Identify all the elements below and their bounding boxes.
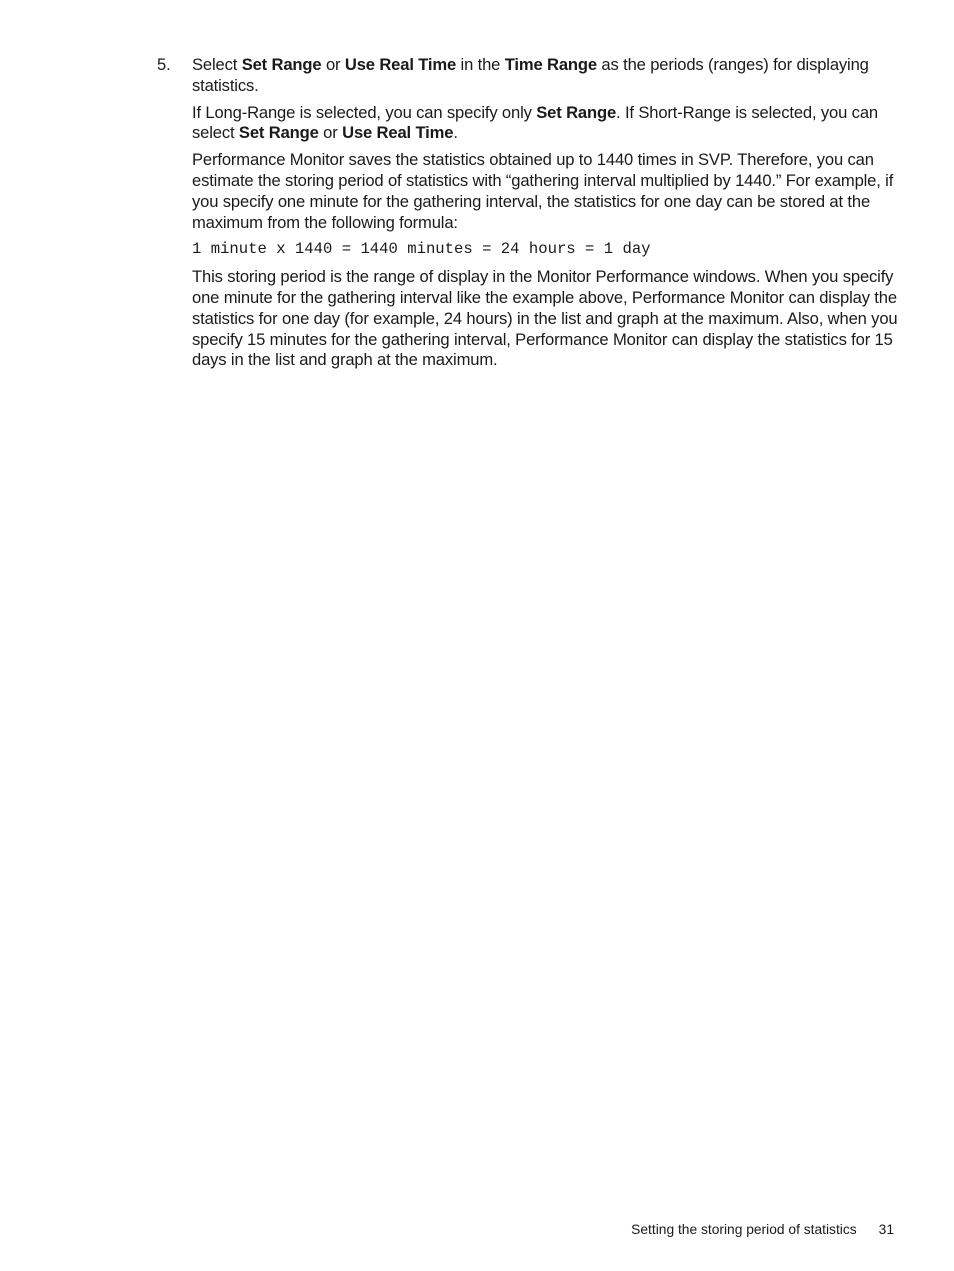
ui-term-set-range: Set Range (241, 55, 322, 74)
text-run: in the (456, 55, 505, 74)
display-note-paragraph: This storing period is the range of display in the Monitor Performance windows. When you specify one minute for the gathering interval like the example above, Performance Monitor can display the statistics for one day (for example, 24 hours) in the list and graph at the maximum. Also, when you specify 15 minutes for the gathering interval, Performance Monitor can display the statistics for 15 days in the list and graph at the maximum. (192, 267, 898, 370)
step-number: 5. (157, 55, 171, 74)
procedure-step (157, 55, 902, 377)
storage-note-paragraph: Performance Monitor saves the statistics obtained up to 1440 times in SVP. Therefore, you can estimate the storing period of statistics with “gathering interval multiplied by 1440.” For example, if you specify one minute for the gathering interval, the statistics for one day can be stored at the maximum from the following formula: (192, 150, 894, 232)
ui-term-use-real-time: Use Real Time (344, 55, 457, 74)
text-run: as the periods (ranges) for displaying statistics. (192, 55, 869, 95)
step-intro-paragraph (192, 55, 902, 97)
range-note-paragraph (192, 103, 902, 145)
step-body (192, 55, 902, 371)
page-footer (631, 1222, 894, 1237)
formula-code: 1 minute x 1440 = 1440 minutes = 24 hours = 1 day (192, 240, 651, 259)
text-run: or (318, 123, 343, 143)
ui-term-use-real-time: Use Real Time (342, 123, 454, 143)
text-run: or (321, 55, 345, 74)
page-number: 31 (878, 1222, 894, 1237)
text-run: . If Short-Range is selected, you can select (192, 102, 878, 143)
text-run: If Long-Range is selected, you can specify only (192, 102, 537, 122)
text-run: . (453, 123, 458, 143)
footer-section-title: Setting the storing period of statistics (631, 1222, 857, 1237)
ui-term-set-range: Set Range (536, 102, 617, 122)
ui-term-set-range: Set Range (238, 123, 319, 143)
text-run: Select (192, 55, 242, 74)
ui-term-time-range: Time Range (504, 55, 597, 74)
